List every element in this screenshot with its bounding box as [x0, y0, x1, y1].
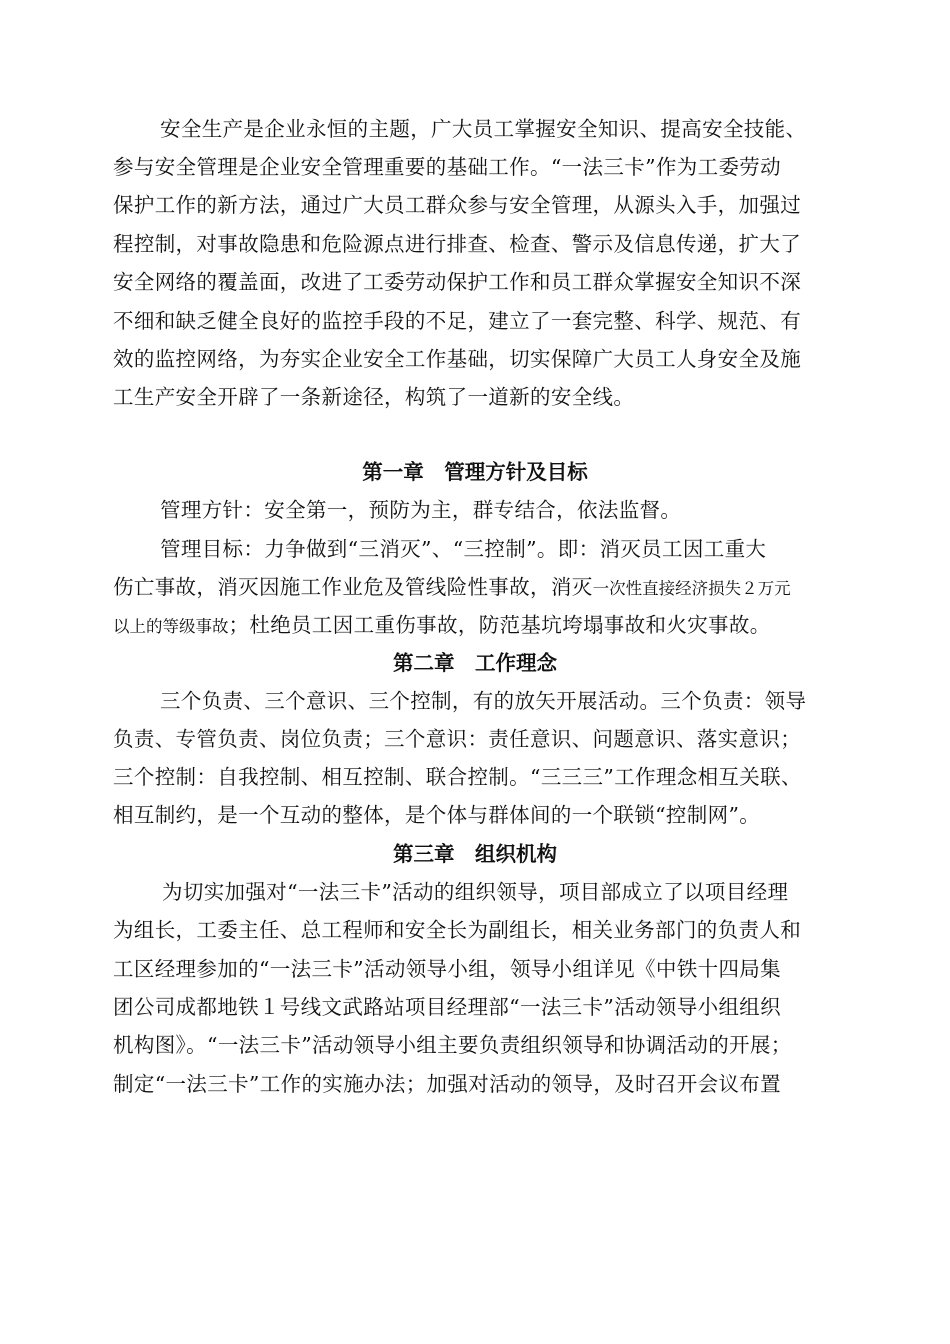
intro-line-8: 工生产安全开辟了一条新途径，构筑了一道新的安全线。	[113, 385, 635, 409]
intro-line-1: 安全生产是企业永恒的主题，广大员工掌握安全知识、提高安全技能、	[160, 117, 807, 141]
chapter-3-line-5: 机构图》。“一法三卡”活动领导小组主要负责组织领导和协调活动的开展；	[113, 1033, 792, 1057]
chapter-1-line-3-small: 一次性直接经济损失２万元	[592, 579, 791, 598]
intro-line-3: 保护工作的新方法，通过广大员工群众参与安全管理，从源头入手，加强过	[113, 193, 802, 217]
chapter-3-line-4: 团公司成都地铁１号线文武路站项目经理部“一法三卡”活动领导小组组织	[113, 995, 782, 1019]
chapter-2-line-2: 负责、专管负责、岗位负责；三个意识：责任意识、问题意识、落实意识；	[113, 727, 802, 751]
intro-line-7: 效的监控网络，为夯实企业安全工作基础，切实保障广大员工人身安全及施	[113, 347, 802, 371]
chapter-2-line-3: 三个控制：自我控制、相互控制、联合控制。“三三三”工作理念相互关联、	[113, 765, 802, 789]
intro-line-5: 安全网络的覆盖面，改进了工委劳动保护工作和员工群众掌握安全知识不深	[113, 270, 802, 294]
intro-line-2: 参与安全管理是企业安全管理重要的基础工作。“一法三卡”作为工委劳动	[113, 155, 782, 179]
chapter-2-title: 第二章 工作理念	[393, 651, 557, 675]
chapter-1-line-4-main: ；杜绝员工因工重伤事故，防范基坑垮塌事故和火灾事故。	[228, 613, 771, 637]
chapter-3-title: 第三章 组织机构	[393, 842, 557, 866]
chapter-2-line-1: 三个负责、三个意识、三个控制，有的放矢开展活动。三个负责：领导	[160, 689, 807, 713]
chapter-1-title: 第一章 管理方针及目标	[362, 460, 588, 484]
chapter-3-line-6: 制定“一法三卡”工作的实施办法；加强对活动的领导，及时召开会议布置	[113, 1072, 782, 1096]
chapter-3-line-2: 为组长，工委主任、总工程师和安全长为副组长，相关业务部门的负责人和	[113, 918, 802, 942]
chapter-1-line-4-small: 以上的等级事故	[113, 617, 229, 636]
chapter-1-line-1: 管理方针：安全第一，预防为主，群专结合，依法监督。	[160, 498, 682, 522]
chapter-3-line-1: 为切实加强对“一法三卡”活动的组织领导，项目部成立了以项目经理	[162, 880, 789, 904]
chapter-1-line-2: 管理目标：力争做到“三消灭”、“三控制”。即：消灭员工因工重大	[160, 537, 767, 561]
chapter-1-line-4	[113, 613, 771, 639]
chapter-2-line-4: 相互制约，是一个互动的整体，是个体与群体间的一个联锁“控制网”。	[113, 803, 761, 827]
chapter-1-line-3-main: 伤亡事故，消灭因施工作业危及管线险性事故，消灭	[113, 575, 593, 599]
chapter-3-line-3: 工区经理参加的“一法三卡”活动领导小组，领导小组详见《中铁十四局集	[113, 957, 782, 981]
chapter-1-line-3	[113, 575, 791, 601]
intro-line-6: 不细和缺乏健全良好的监控手段的不足，建立了一套完整、科学、规范、有	[113, 309, 802, 333]
intro-line-4: 程控制，对事故隐患和危险源点进行排查、检查、警示及信息传递，扩大了	[113, 232, 802, 256]
